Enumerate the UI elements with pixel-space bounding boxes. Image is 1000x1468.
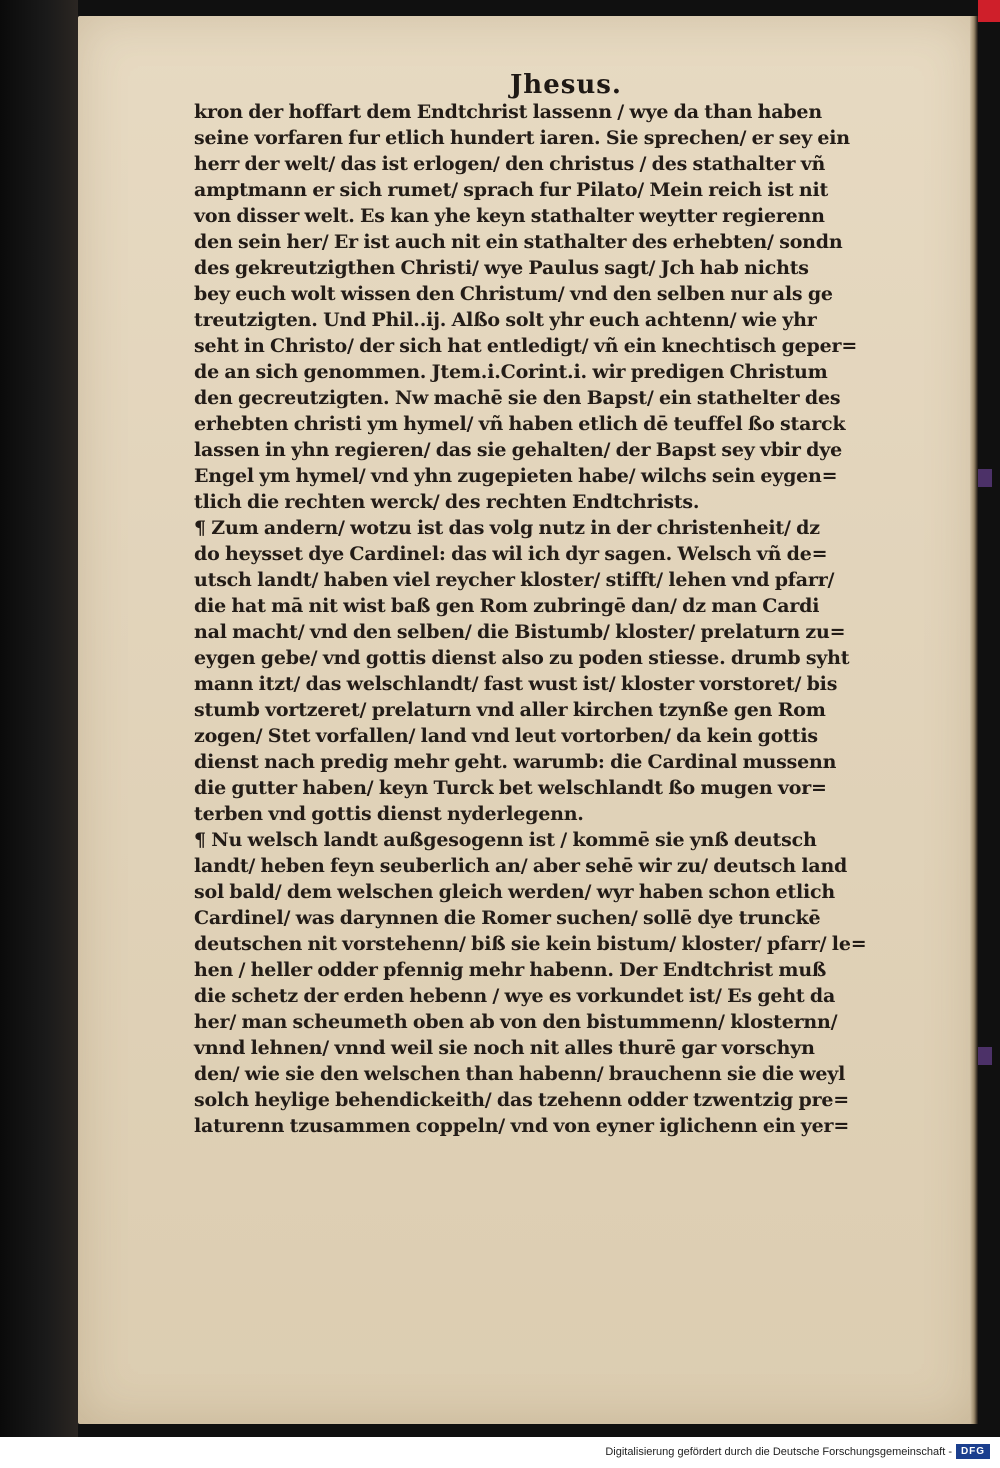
text-line: deutschen nit vorstehenn/ biß sie kein bistum/ kloster/ pfarr/ le= xyxy=(194,933,867,955)
color-target-mark xyxy=(978,0,1000,22)
text-line: den/ wie sie den welschen than habenn/ brauchenn sie die weyl xyxy=(194,1063,846,1085)
text-line: ¶ Zum andern/ wotzu ist das volg nutz in der christenheit/ dz xyxy=(194,517,820,539)
text-line: Cardinel/ was darynnen die Romer suchen/ sollē dye trunckē xyxy=(194,907,821,929)
text-line: her/ man scheumeth oben ab von den bistummenn/ klosternn/ xyxy=(194,1011,838,1033)
footer-credit: Digitalisierung gefördert durch die Deutsche Forschungsgemeinschaft - xyxy=(605,1446,952,1458)
text-line: solch heylige behendickeith/ das tzehenn odder tzwentzig pre= xyxy=(194,1089,850,1111)
text-line: herr der welt/ das ist erlogen/ den christus / des stathalter vñ xyxy=(194,153,826,175)
text-line: die schetz der erden hebenn / wye es vorkundet ist/ Es geht da xyxy=(194,985,836,1007)
text-line: den gecreutzigten. Nw machē sie den Bapst/ ein stathelter des xyxy=(194,387,841,409)
text-line: die hat mā nit wist baß gen Rom zubringē dan/ dz man Cardi xyxy=(194,595,820,617)
text-line: die gutter haben/ keyn Turck bet welschlandt ßo mugen vor= xyxy=(194,777,827,799)
text-line: nal macht/ vnd den selben/ die Bistumb/ kloster/ prelaturn zu= xyxy=(194,621,846,643)
page-side-mark xyxy=(978,469,992,487)
text-line: des gekreutzigthen Christi/ wye Paulus sagt/ Jch hab nichts xyxy=(194,257,809,279)
text-line: sol bald/ dem welschen gleich werden/ wyr haben schon etlich xyxy=(194,881,836,903)
text-line: tlich die rechten werck/ des rechten Endtchrists. xyxy=(194,491,700,513)
text-line: terben vnd gottis dienst nyderlegenn. xyxy=(194,803,584,825)
page-text-block xyxy=(194,99,902,1139)
text-line: do heysset dye Cardinel: das wil ich dyr sagen. Welsch vñ de= xyxy=(194,543,828,565)
text-line: zogen/ Stet vorfallen/ land vnd leut vortorben/ da kein gottis xyxy=(194,725,818,747)
text-line: seine vorfaren fur etlich hundert iaren. Sie sprechen/ er sey ein xyxy=(194,127,850,149)
text-line: seht in Christo/ der sich hat entledigt/ vñ ein knechtisch geper= xyxy=(194,335,858,357)
text-line: hen / heller odder pfennig mehr habenn. Der Endtchrist muß xyxy=(194,959,827,981)
text-line: treutzigten. Und Phil..ij. Alßo solt yhr euch achtenn/ wie yhr xyxy=(194,309,817,331)
text-line: amptmann er sich rumet/ sprach fur Pilato/ Mein reich ist nit xyxy=(194,179,829,201)
text-line: lassen in yhn regieren/ das sie gehalten/ der Bapst sey vbir dye xyxy=(194,439,842,461)
text-line: stumb vortzeret/ prelaturn vnd aller kirchen tzynße gen Rom xyxy=(194,699,826,721)
text-line: landt/ heben feyn seuberlich an/ aber sehē wir zu/ deutsch land xyxy=(194,855,848,877)
text-line: Engel ym hymel/ vnd yhn zugepieten habe/ wilchs sein eygen= xyxy=(194,465,838,487)
text-line: dienst nach predig mehr geht. warumb: die Cardinal mussenn xyxy=(194,751,837,773)
text-line: erhebten christi ym hymel/ vñ haben etlich dē teuffel ßo starck xyxy=(194,413,846,435)
text-line: ¶ Nu welsch landt außgesogenn ist / kommē sie ynß deutsch xyxy=(194,829,817,851)
text-line: bey euch wolt wissen den Christum/ vnd den selben nur als ge xyxy=(194,283,833,305)
page-edge xyxy=(970,16,978,1424)
text-line: kron der hoffart dem Endtchrist lassenn / wye da than haben xyxy=(194,101,822,123)
text-line: mann itzt/ das welschlandt/ fast wust ist/ kloster vorstoret/ bis xyxy=(194,673,838,695)
text-line: vnnd lehnen/ vnnd weil sie noch nit alles thurē gar vorschyn xyxy=(194,1037,815,1059)
scan-left-border xyxy=(0,0,78,1437)
text-line: de an sich genommen. Jtem.i.Corint.i. wir predigen Christum xyxy=(194,361,828,383)
page-header: Jhesus. xyxy=(510,70,622,100)
text-line: von disser welt. Es kan yhe keyn stathalter weytter regierenn xyxy=(194,205,825,227)
text-line: utsch landt/ haben viel reycher kloster/ stifft/ lehen vnd pfarr/ xyxy=(194,569,835,591)
page-side-mark xyxy=(978,1047,992,1065)
dfg-logo: DFG xyxy=(956,1444,990,1459)
text-line: laturenn tzusammen coppeln/ vnd von eyner iglichenn ein yer= xyxy=(194,1115,850,1137)
text-line: den sein her/ Er ist auch nit ein stathalter des erhebten/ sondn xyxy=(194,231,843,253)
text-line: eygen gebe/ vnd gottis dienst also zu poden stiesse. drumb syht xyxy=(194,647,850,669)
